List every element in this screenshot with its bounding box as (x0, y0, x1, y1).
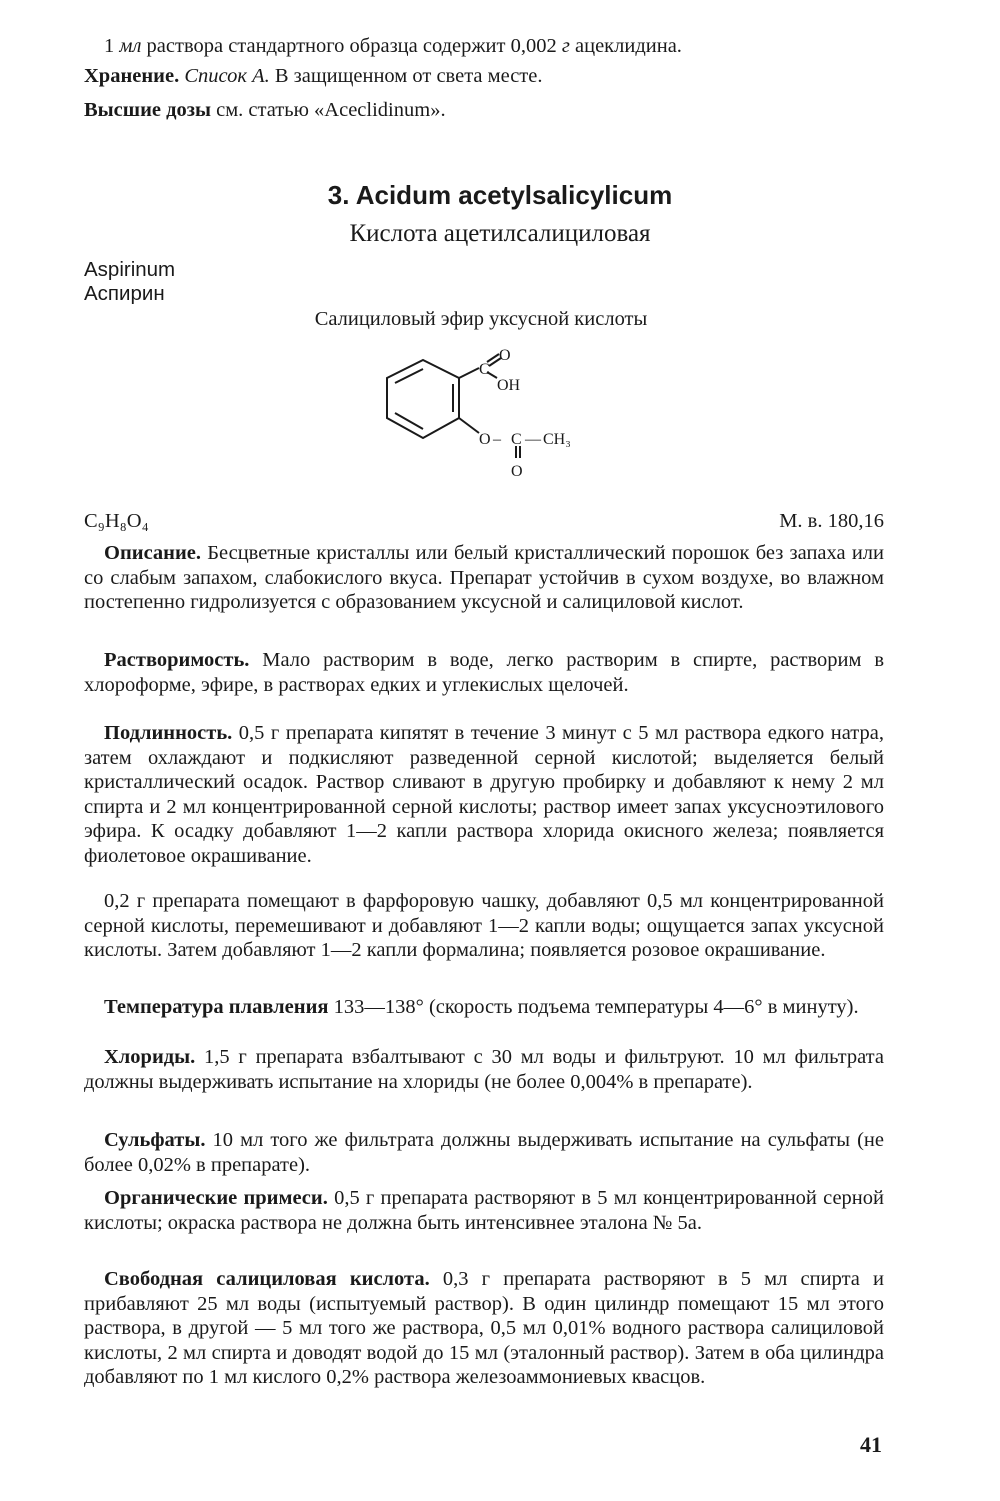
section-free-salicylic-acid (84, 1267, 884, 1390)
section-label: Растворимость. (104, 649, 250, 671)
molecular-formula: C₉H₈O₄ (84, 510, 149, 532)
section-text: 0,5 г препарата кипятят в течение 3 минут с 5 мл раствора едкого натра, затем охлаждают и подкисляют разведенной серной кислотой; выделяется белый кристаллический осадок. Раствор сливают в другую пробирку и добавляют к нему 2 мл спирта и 2 мл концентрированной серной кислоты; раствор имеет запах уксусноэтилового эфира. К осадку добавляют 1—2 капли раствора хлорида окисного железа; появляется фиолетовое окрашивание. (84, 722, 884, 867)
monograph-title-latin: 3. Acidum acetylsalicylicum (327, 180, 673, 210)
storage-label: Хранение. (84, 65, 180, 87)
doses-label: Высшие дозы (84, 99, 211, 121)
section-text: 0,2 г препарата помещают в фарфоровую чашку, добавляют 0,5 мл концентрированной серной кислоты, перемешивают и добавляют 1—2 капли воды; ощущается запах уксусной кислоты. Затем добавляют 1—2 капли формалина; появляется розовое окрашивание. (84, 890, 884, 962)
bond-to-carboxyl (459, 368, 479, 378)
section-text: 0,5 г препарата растворяют в 5 мл концентрированной серной кислоты; окраска раствора не должна быть интенсивнее эталона № 5а. (84, 1187, 884, 1234)
page-number: 41 (860, 1432, 882, 1457)
ester-carbon-label: C (511, 431, 522, 448)
carboxyl-carbon-label: C (479, 361, 490, 378)
benzene-ring (387, 360, 459, 438)
carbonyl-oxygen-label: O (499, 347, 511, 364)
section-label: Описание. (104, 542, 202, 564)
text: ацеклидина. (569, 35, 682, 57)
section-label: Сульфаты. (104, 1129, 206, 1151)
section-identification (84, 721, 884, 869)
synonym-russian: Аспирин (84, 282, 165, 305)
standard-sample-line (104, 34, 682, 58)
section-text: 133—138° (скорость подъема температуры 4—6° в минуту). (328, 996, 859, 1018)
synonym-latin: Aspirinum (84, 258, 176, 281)
section-text: Бесцветные кристаллы или белый кристаллический порошок без запаха или со слабым запахом, слабокислого вкуса. Препарат устойчив в сухом воздухе, во влажном постепенно гидролизуется с образованием уксусной и салициловой кислот. (84, 542, 884, 614)
doses-line (84, 98, 446, 122)
text: 1 (104, 35, 120, 57)
text: раствора стандартного образца содержит 0,002 (141, 35, 562, 57)
molecular-weight: М. в. 180,16 (779, 510, 884, 532)
section-identification-2 (84, 889, 884, 963)
section-text: 0,3 г препарата растворяют в 5 мл спирта и прибавляют 25 мл воды (испытуемый раствор). В один цилиндр помещают 15 мл этого раствора, в другой — 5 мл того же раствора, 0,5 мл 0,01% водного раствора салициловой кислоты, 2 мл спирта и доводят водой до 15 мл (эталонный раствор). Затем в оба цилиндра добавляют по 1 мл кислого 0,2% раствора железоаммониевых квасцов. (84, 1268, 884, 1389)
storage-list: Список А. (184, 65, 270, 87)
section-text: Мало растворим в воде, легко растворим в спирте, растворим в хлороформе, эфире, в растворах едких и углекислых щелочей. (84, 649, 884, 696)
section-text: 10 мл того же фильтрата должны выдерживать испытание на сульфаты (не более 0,02% в препарате). (84, 1129, 884, 1176)
chemical-name: Салициловый эфир уксусной кислоты (314, 308, 648, 330)
storage-text: В защищенном от света месте. (269, 65, 543, 87)
section-solubility (84, 648, 884, 697)
section-chlorides (84, 1045, 884, 1094)
ring-double-bond (395, 413, 423, 429)
section-label: Органические примеси. (104, 1187, 328, 1209)
doses-text: см. статью «Aceclidinum». (210, 99, 446, 121)
section-organic-impurities (84, 1186, 884, 1235)
monograph-title-russian: Кислота ацетилсалициловая (349, 220, 651, 247)
hydroxyl-label: OH (497, 377, 521, 394)
section-label: Свободная салициловая кислота. (104, 1268, 430, 1290)
section-sulfates (84, 1128, 884, 1177)
ester-oxygen-label: O (479, 431, 491, 448)
section-melting-point (84, 995, 884, 1020)
aspirin-structure-diagram (375, 340, 615, 490)
bond-to-ester-o (459, 418, 479, 433)
bond-dash: — (525, 431, 541, 448)
storage-line (84, 64, 543, 88)
unit-ml: мл (119, 35, 142, 57)
section-label: Хлориды. (104, 1046, 196, 1068)
unit-g: г (561, 35, 570, 57)
section-text: 1,5 г препарата взбалтывают с 30 мл воды и фильтруют. 10 мл фильтрата должны выдерживать испытание на хлориды (не более 0,004% в препарате). (84, 1046, 884, 1093)
section-label: Подлинность. (104, 722, 233, 744)
bond-dash: – (493, 431, 501, 448)
section-label: Температура плавления (104, 996, 329, 1018)
section-description (84, 541, 884, 615)
ester-carbonyl-oxygen-label: O (511, 463, 523, 480)
methyl-label: CH₃ (543, 431, 571, 448)
